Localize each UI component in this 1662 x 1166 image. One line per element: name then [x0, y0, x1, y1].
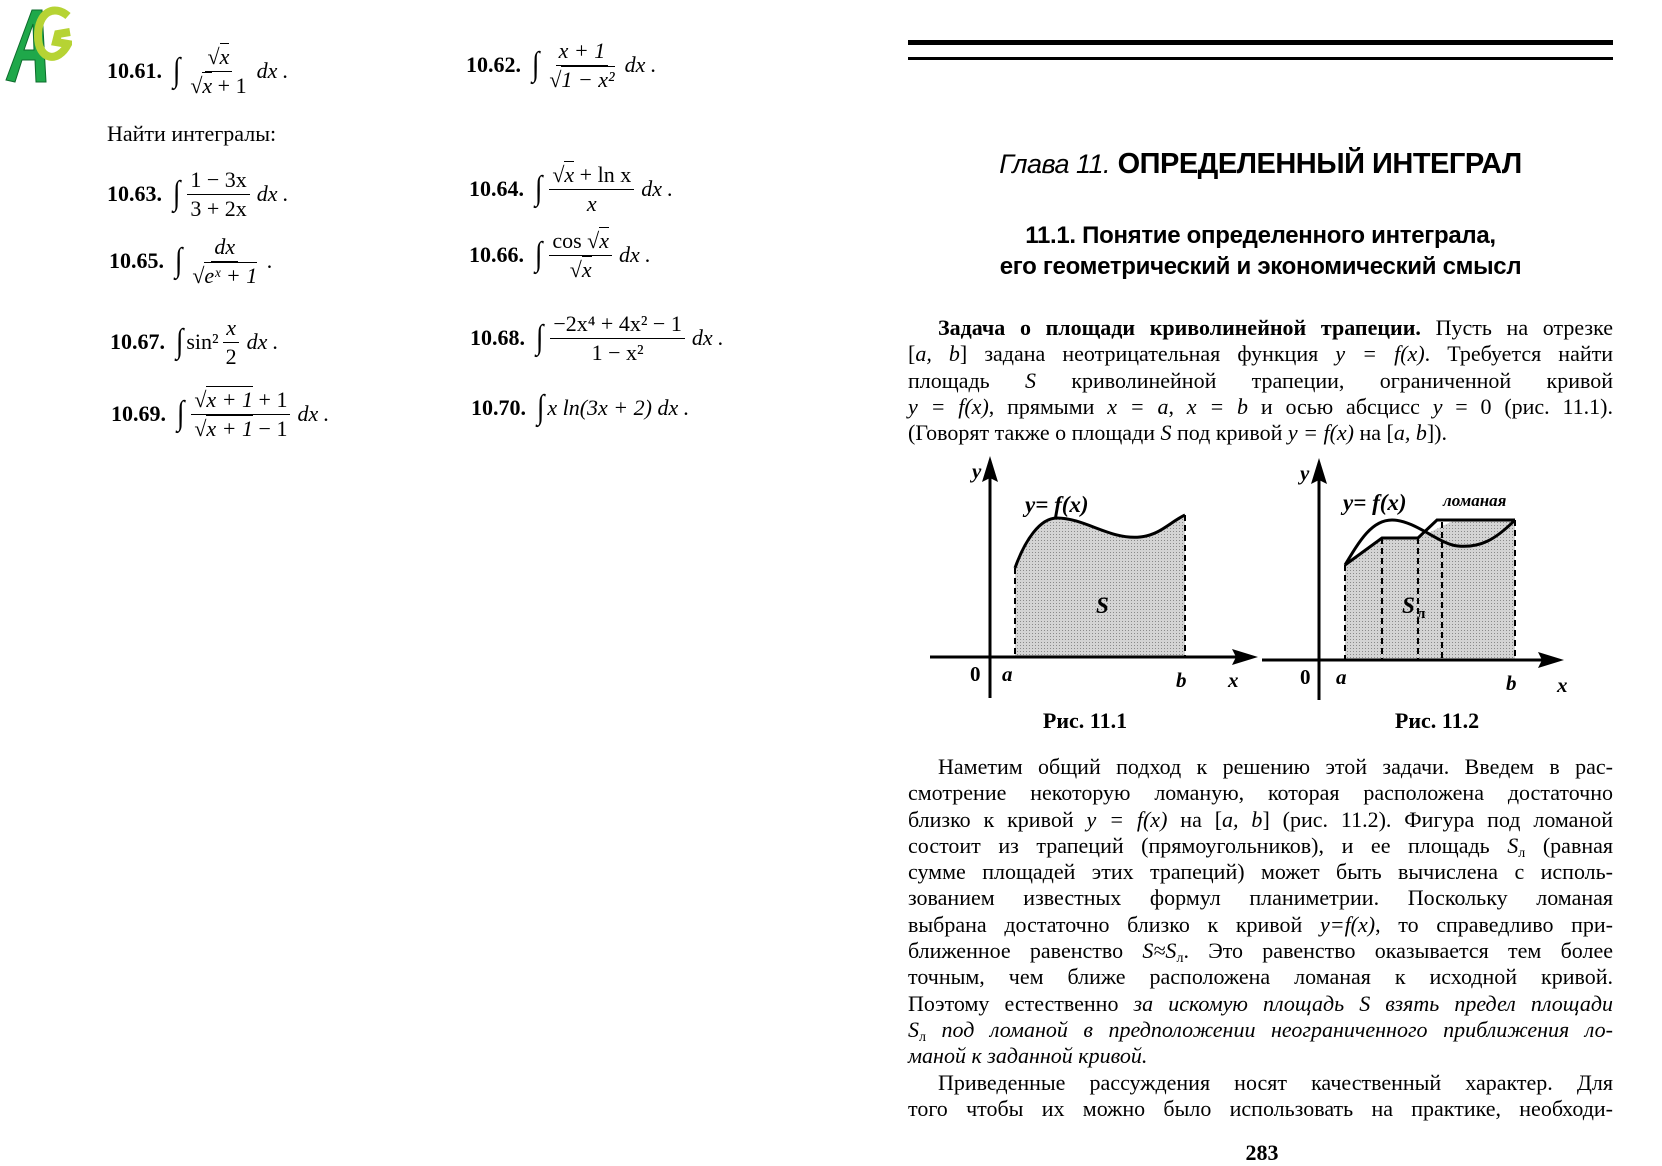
- text-line: того чтобы их можно было использовать на практике, необходи-: [908, 1095, 1613, 1121]
- exercise-heading: Найти интегралы:: [107, 121, 277, 146]
- text-line: Приведенные рассуждения носят качественный характер. Для: [938, 1069, 1613, 1095]
- fraction: $\frac{\cos √x}{√x}$: [549, 228, 612, 283]
- integral-sign: ∫: [531, 46, 540, 83]
- chapter-title: Глава 11. ОПРЕДЕЛЕННЫЙ ИНТЕГРАЛ: [999, 148, 1522, 180]
- svg-text:л: л: [1417, 606, 1426, 622]
- text-line: точным, чем ближе расположена ломаная к исходной кривой.: [908, 964, 1613, 990]
- fraction: $\frac{√x}{√x + 1}$: [190, 43, 247, 98]
- text-line: Наметим общий подход к решению этой задачи. Введем в рас-: [938, 754, 1613, 779]
- fraction: $\frac{dx}{\text{√eˣ + 1}}$: [192, 233, 258, 288]
- svg-text:a: a: [1336, 665, 1347, 689]
- text-line: состоит из трапеций (прямоугольников), и ее площадь Sл (равная: [908, 832, 1613, 861]
- fraction: $\frac{√x + 1 + 1}{√x + 1 - 1}$: [191, 387, 290, 442]
- figure-11-2: [1262, 458, 1568, 733]
- integral-sign: ∫: [534, 170, 543, 207]
- svg-text:y= f(x): y= f(x): [1343, 490, 1407, 515]
- svg-text:x: x: [1228, 668, 1239, 692]
- svg-text:ломаная: ломаная: [1443, 491, 1507, 510]
- svg-text:0: 0: [1300, 665, 1311, 689]
- text-line: Задача о площади криволинейной трапеции. Пусть на отрезке: [938, 315, 1613, 340]
- svg-text:b: b: [1506, 671, 1517, 695]
- problem-10-70: 10.70. ∫ x ln(3x + 2) dx .: [471, 389, 690, 426]
- figure-caption: Рис. 11.1: [1042, 708, 1128, 733]
- page-number: 283: [1245, 1140, 1279, 1165]
- svg-text:S: S: [1402, 593, 1415, 618]
- problem-10-67: 10.67. ∫ sin² $\frac{x}{2}$ dx .: [110, 314, 279, 369]
- problem-10-65: 10.65. ∫ $\frac{dx}{\text{√eˣ + 1}}$ .: [109, 233, 273, 288]
- svg-text:y: y: [1300, 461, 1310, 485]
- problem-10-63: 10.63. ∫ $\frac{1 - 3x}{3 + 2x}$ dx .: [107, 166, 289, 221]
- integral-sign: ∫: [172, 52, 181, 89]
- svg-text:x: x: [1557, 673, 1568, 697]
- fraction: $\frac{1 - 3x}{3 + 2x}$: [187, 167, 249, 222]
- integral-sign: ∫: [176, 395, 185, 432]
- paragraph-approach: [908, 754, 1613, 1070]
- svg-text:y: y: [972, 459, 982, 483]
- logo: [2, 2, 72, 92]
- text-line: Sл под ломаной в предположении неограниченного приближения ло-: [908, 1016, 1613, 1045]
- paragraph-conclusion: [908, 1070, 1613, 1123]
- svg-text:0: 0: [970, 662, 981, 686]
- paragraph-area-problem: [908, 315, 1613, 446]
- area-s: [1015, 515, 1185, 657]
- text-line: площадь S криволинейной трапеции, ограниченной кривой: [908, 367, 1613, 393]
- svg-text:b: b: [1176, 668, 1187, 692]
- fraction: $\frac{x + 1}{\text{√1 − x²}}$: [549, 37, 615, 92]
- text-line: смотрение некоторую ломаную, которая расположена достаточно: [908, 780, 1613, 806]
- integral-sign: ∫: [172, 175, 181, 212]
- integral-sign: ∫: [536, 389, 545, 426]
- problem-10-61: 10.61. ∫ $\frac{√x}{√x + 1}$ dx .: [107, 43, 289, 98]
- figure-11-1: [930, 456, 1258, 733]
- text-line: выбрана достаточно близко к кривой y=f(x), то справедливо при-: [908, 911, 1613, 937]
- integral-sign: ∫: [535, 319, 544, 356]
- header-rule-bottom: [908, 57, 1613, 60]
- text-line: зованием известных формул планиметрии. Поскольку ломаная: [908, 885, 1613, 911]
- problem-10-68: 10.68. ∫ $\frac{\text{−2x⁴ + 4x² − 1}}{\text{1 − x²}}$ dx .: [470, 310, 724, 365]
- text-line: маной к заданной кривой.: [908, 1043, 1148, 1069]
- problem-10-69: 10.69. ∫ $\frac{√x + 1 + 1}{√x + 1 - 1}$ dx .: [111, 386, 330, 441]
- header-rule-top: [908, 40, 1613, 45]
- figure-caption: Рис. 11.2: [1394, 708, 1480, 733]
- problem-10-66: 10.66. ∫ $\frac{\cos √x}{√x}$ dx .: [469, 227, 651, 282]
- integral-sign: ∫: [534, 236, 543, 273]
- text-line: Поэтому естественно за искомую площадь S взять предел площади: [908, 990, 1613, 1016]
- svg-text:S: S: [1096, 593, 1109, 618]
- section-title: 11.1. Понятие определенного интеграла, его геометрический и экономический смысл: [999, 222, 1522, 280]
- text-line: [a, b] задана неотрицательная функция y = f(x). Требуется найти: [908, 341, 1613, 367]
- fraction: $\frac{\text{√x + ln x}}{x}$: [549, 162, 634, 217]
- fraction: $\frac{x}{2}$: [223, 315, 240, 370]
- svg-text:a: a: [1002, 662, 1013, 686]
- problem-10-62: 10.62. ∫ $\frac{x + 1}{\text{√1 − x²}}$ dx .: [466, 37, 657, 92]
- text-line: y = f(x), прямыми x = a, x = b и осью абсцисс y = 0 (рис. 11.1).: [908, 393, 1614, 419]
- text-line: ближенное равенство S≈Sл. Это равенство оказывается тем более: [908, 938, 1613, 967]
- figures: [920, 450, 1600, 740]
- text-line: сумме площадей этих трапеций) может быть вычислена с исполь-: [908, 859, 1613, 885]
- fraction: $\frac{\text{−2x⁴ + 4x² − 1}}{\text{1 − x²}}$: [550, 311, 685, 366]
- integral-sign: ∫: [174, 242, 183, 279]
- integral-sign: ∫: [175, 323, 184, 360]
- svg-text:y= f(x): y= f(x): [1025, 492, 1089, 517]
- text-line: близко к кривой y = f(x) на [a, b] (рис. 11.2). Фигура под ломаной: [908, 806, 1613, 832]
- problem-10-64: 10.64. ∫ $\frac{\text{√x + ln x}}{x}$ dx .: [469, 161, 673, 216]
- text-line: (Говорят также о площади S под кривой y = f(x) на [a, b]).: [908, 420, 1448, 446]
